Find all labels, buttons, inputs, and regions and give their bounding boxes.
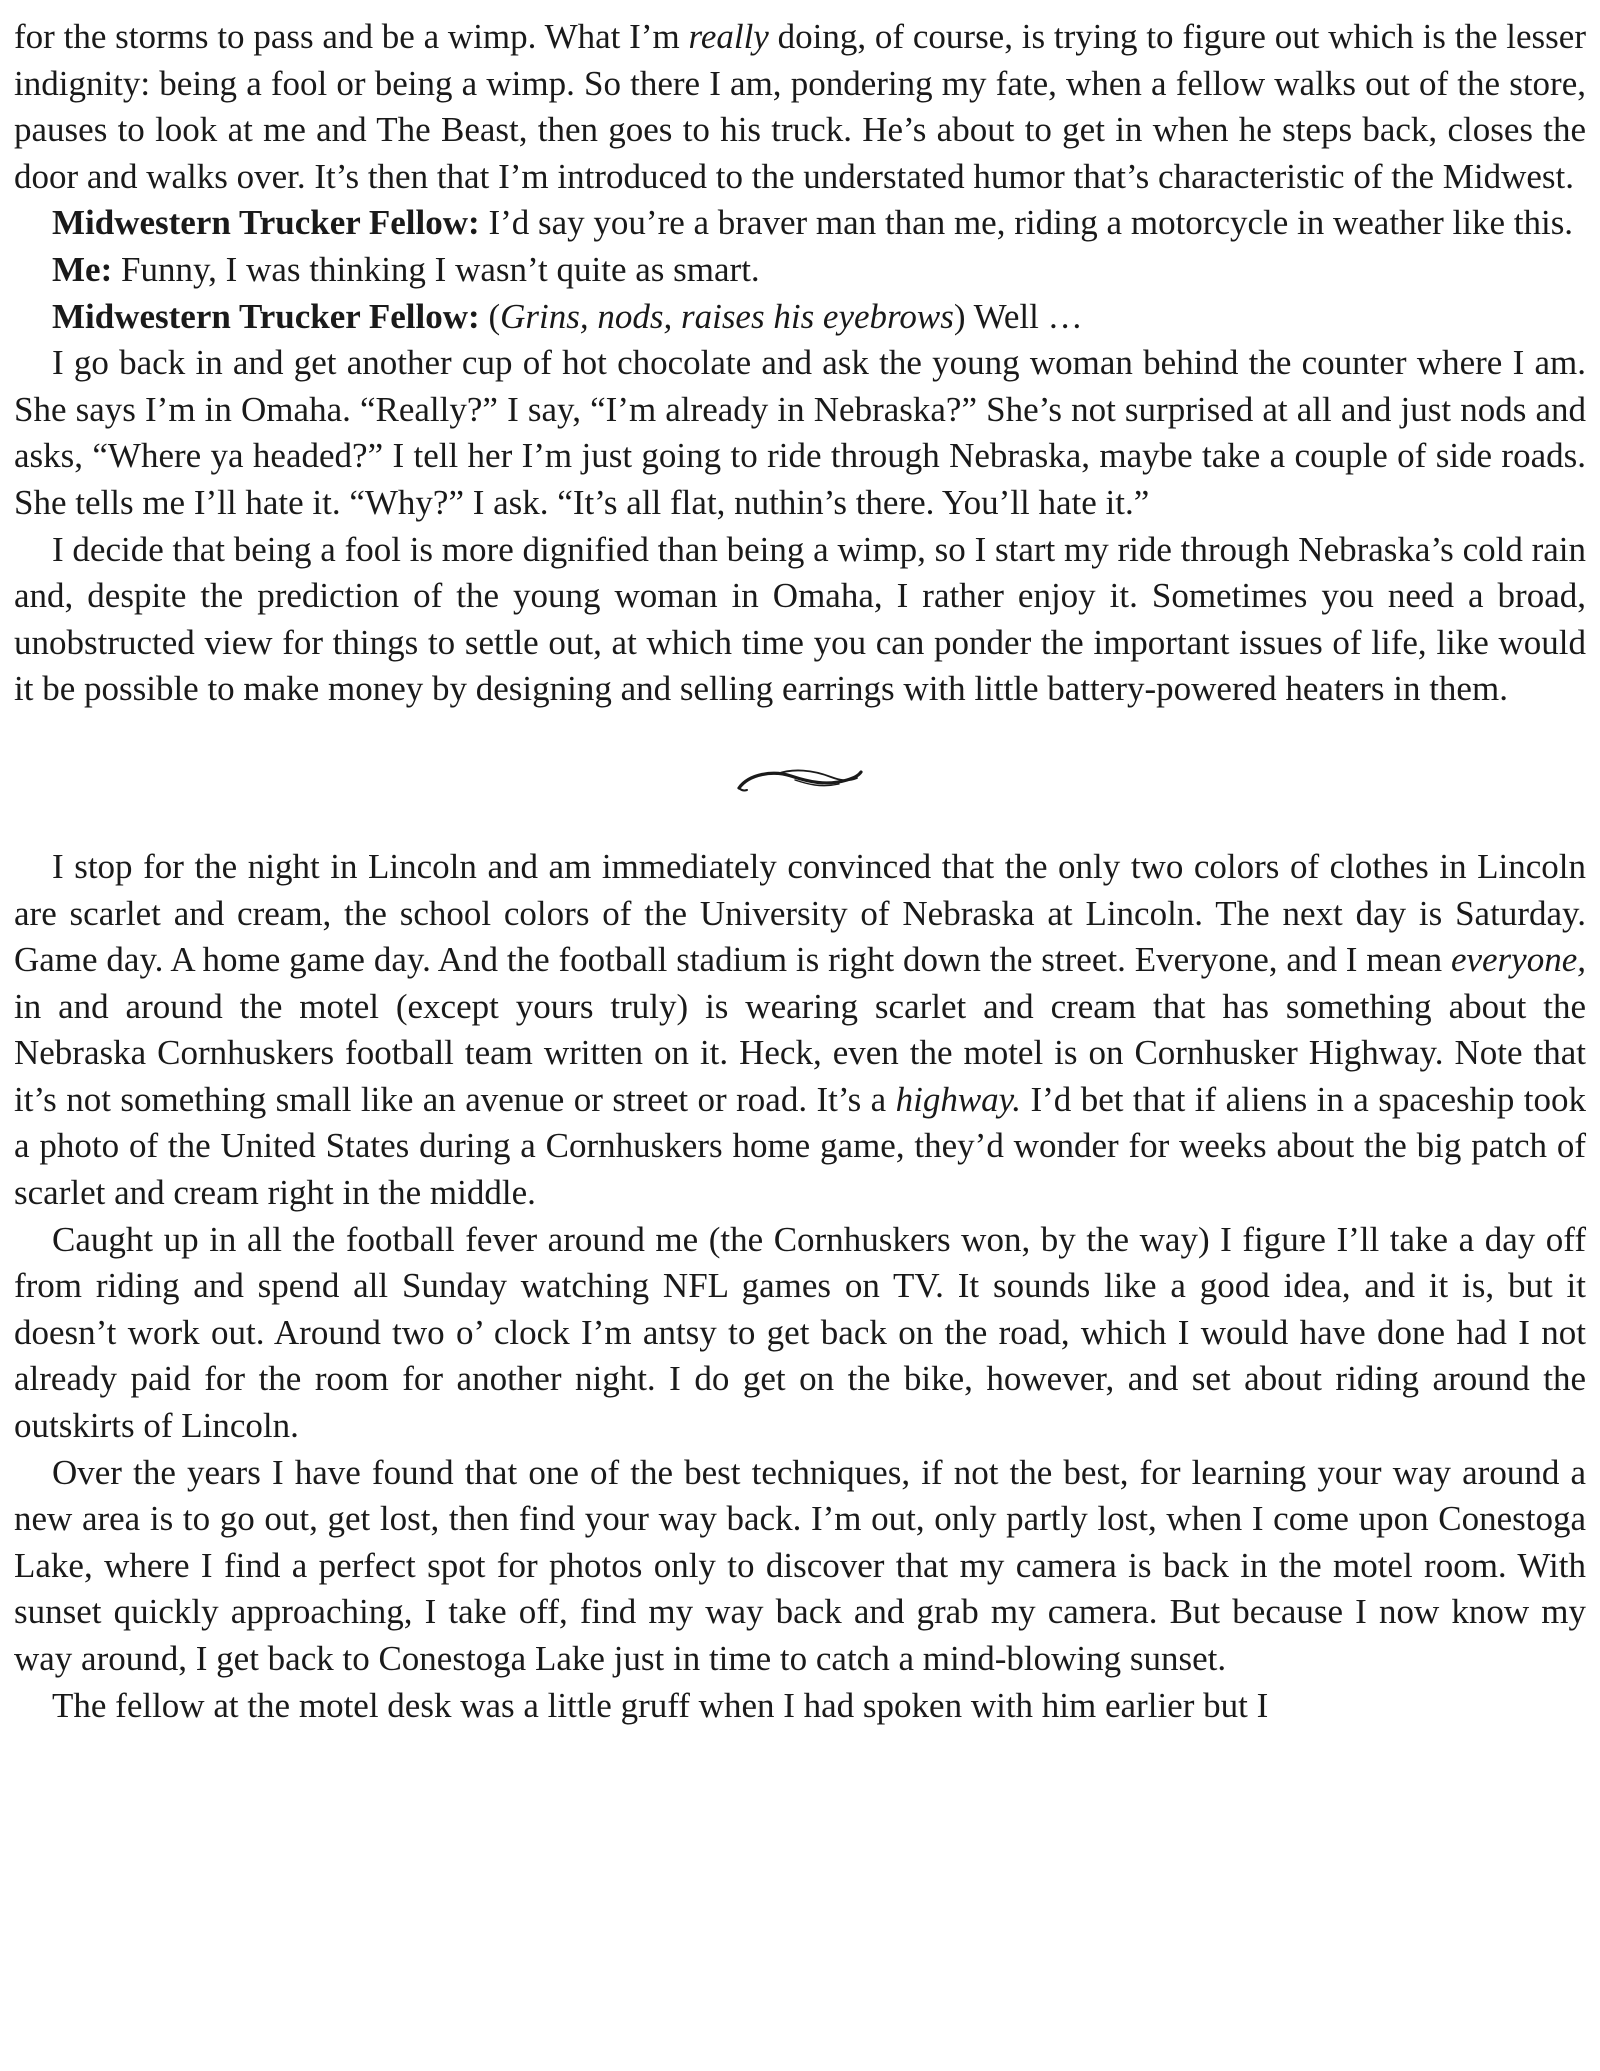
emphasis-highway: highway. [895,1079,1022,1119]
dialogue-trucker-2 [14,294,1586,341]
speaker-name: Midwestern Trucker Fellow: [52,296,480,336]
book-page [14,14,1586,1729]
text-run: doing, of course, is trying to figure out which is the lesser indignity: being a fool or being a wimp. So there I am, pondering my fate, when a fellow walks out of the store, pauses to look at me and The Beast, then goes to his truck. He’s about to get in when he steps back, closes the door and walks over. It’s then that I’m introduced to the understated humor that’s characteristic of the Midwest. [14,17,1586,196]
dialogue-trucker-1 [14,200,1586,247]
paragraph-motel-desk: The fellow at the motel desk was a little gruff when I had spoken with him earlier but I [52,1685,1269,1725]
paragraph-storms [14,14,1586,200]
text-run: I’d bet that if aliens in a spaceship took a photo of the United States during a Cornhuskers home game, they’d wonder for weeks about the big patch of scarlet and cream right in the middle. [14,1079,1586,1213]
text-run: for the storms to pass and be a wimp. What I’m [14,17,689,56]
emphasis-everyone: everyone, [1450,940,1586,980]
paragraph-conestoga-lake: Over the years I have found that one of the best techniques, if not the best, for learning your way around a new area is to go out, get lost, then find your way back. I’m out, only partly lost, when I come upon Conestoga Lake, where I find a perfect spot for photos only to discover that my camera is back in the motel room. With sunset quickly approaching, I take off, find my way back and grab my camera. But because I now know my way around, I get back to Conestoga Lake just in time to catch a mind-blowing sunset. [14,1452,1586,1678]
text-run: in and around the motel (except yours truly) is wearing scarlet and cream that has something about the Nebraska Cornhuskers football team written on it. Heck, even the motel is on Cornhusker Highway. Note that it’s not something small like an avenue or street or road. It’s a [14,986,1586,1119]
dialogue-me [14,247,1586,294]
speaker-name: Midwestern Trucker Fellow: [52,203,480,243]
dialogue-text: I’d say you’re a braver man than me, riding a motorcycle in weather like this. [479,203,1574,243]
speaker-name: Me: [52,249,113,289]
dialogue-text: ( [479,296,501,336]
paragraph-nebraska-rain: I decide that being a fool is more dignified than being a wimp, so I start my ride through Nebraska’s cold rain and, despite the prediction of the young woman in Omaha, I rather enjoy it. Sometimes you need a broad, unobstructed view for things to settle out, at which time you can ponder the important issues of life, like would it be possible to make money by designing and selling earrings with little battery-powered heaters in them. [14,529,1586,709]
paragraph-omaha: I go back in and get another cup of hot chocolate and ask the young woman behind the counter where I am. She says I’m in Omaha. “Really?” I say, “I’m already in Nebraska?” She’s not surprised at all and just nods and asks, “Where ya headed?” I tell her I’m just going to ride through Nebraska, maybe take a couple of side roads. She tells me I’ll hate it. “Why?” I ask. “It’s all flat, nuthin’s there. You’ll hate it.” [14,343,1586,522]
paragraph-lincoln [14,844,1586,1217]
stage-direction: Grins, nods, raises his eyebrows [500,296,954,336]
paragraph-football-fever: Caught up in all the football fever around me (the Cornhuskers won, by the way) I figure I’ll take a day off from riding and spend all Sunday watching NFL games on TV. It sounds like a good idea, and it is, but it doesn’t work out. Around two o’ clock I’m antsy to get back on the road, which I would have done had I not already paid for the room for another night. I do get on the bike, however, and set about riding around the outskirts of Lincoln. [14,1219,1586,1446]
emphasis-really: really [688,17,769,56]
flourish-divider-icon [735,758,865,798]
text-run: I stop for the night in Lincoln and am immediately convinced that the only two colors of clothes in Lincoln are scarlet and cream, the school colors of the University of Nebraska at Lincoln. The next day is Saturday. Game day. A home game day. And the football stadium is right down the street. Everyone, and I mean [14,846,1586,980]
dialogue-text: ) Well … [953,296,1083,336]
dialogue-text: Funny, I was thinking I wasn’t quite as smart. [112,249,760,289]
